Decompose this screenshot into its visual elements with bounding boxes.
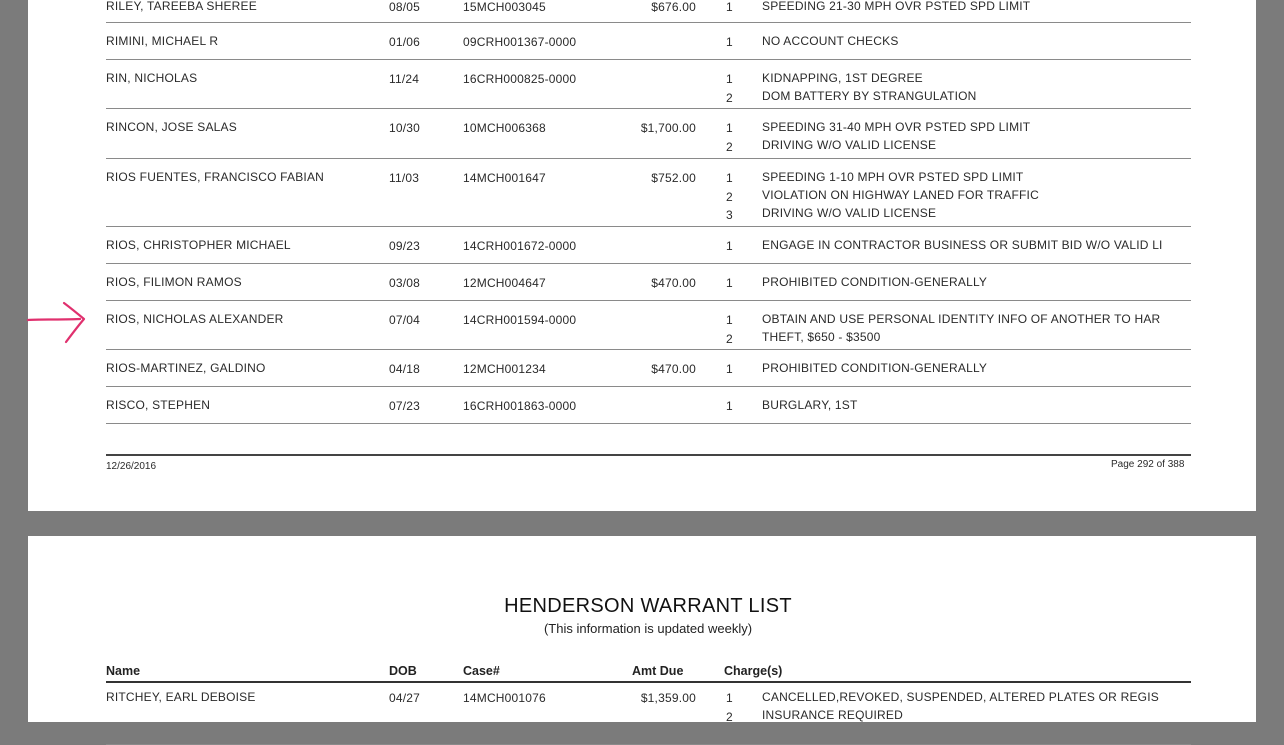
charge-number: 2 <box>726 190 733 204</box>
table-row <box>106 684 1191 745</box>
header-charges: Charge(s) <box>724 664 783 678</box>
warrant-case-number: 14MCH001647 <box>463 171 546 185</box>
header-dob: DOB <box>389 664 417 678</box>
warrant-name: RISCO, STEPHEN <box>106 398 211 412</box>
warrant-name: RIMINI, MICHAEL R <box>106 34 219 48</box>
warrant-dob: 11/03 <box>389 171 420 185</box>
warrant-case-number: 16CRH000825-0000 <box>463 72 577 86</box>
table-row <box>106 387 1191 424</box>
charge-number: 1 <box>726 35 733 49</box>
warrant-dob: 01/06 <box>389 35 421 49</box>
warrant-name: RILEY, TAREEBA SHEREE <box>106 0 257 13</box>
charge-number: 1 <box>726 362 733 376</box>
warrant-dob: 04/18 <box>389 362 421 376</box>
table-row <box>106 23 1191 60</box>
charge-number: 1 <box>726 121 733 135</box>
table-row <box>106 301 1191 350</box>
charge-description: CANCELLED,REVOKED, SUSPENDED, ALTERED PLATES OR REGIS <box>762 690 1159 704</box>
warrant-amount-due: $676.00 <box>651 0 696 14</box>
charge-description: DRIVING W/O VALID LICENSE <box>762 206 937 220</box>
header-name: Name <box>106 664 141 678</box>
table-row <box>106 0 1191 23</box>
footer-date: 12/26/2016 <box>106 461 157 472</box>
warrant-case-number: 15MCH003045 <box>463 0 546 14</box>
table-row <box>106 109 1191 159</box>
footer-divider <box>106 454 1191 456</box>
warrant-dob: 11/24 <box>389 72 420 86</box>
charge-description: PROHIBITED CONDITION-GENERALLY <box>762 361 988 375</box>
charge-number: 2 <box>726 332 733 346</box>
warrant-name: RINCON, JOSE SALAS <box>106 120 237 134</box>
charge-description: OBTAIN AND USE PERSONAL IDENTITY INFO OF ANOTHER TO HAR <box>762 312 1161 326</box>
charge-description: DRIVING W/O VALID LICENSE <box>762 138 937 152</box>
charge-description: BURGLARY, 1ST <box>762 398 858 412</box>
warrant-amount-due: $470.00 <box>651 276 696 290</box>
header-case: Case# <box>463 664 500 678</box>
charge-number: 1 <box>726 276 733 290</box>
warrant-case-number: 10MCH006368 <box>463 121 546 135</box>
charge-number: 2 <box>726 710 733 724</box>
warrant-amount-due: $752.00 <box>651 171 696 185</box>
charge-description: ENGAGE IN CONTRACTOR BUSINESS OR SUBMIT BID W/O VALID LI <box>762 238 1163 252</box>
warrant-dob: 07/04 <box>389 313 421 327</box>
charge-description: DOM BATTERY BY STRANGULATION <box>762 89 977 103</box>
warrant-name: RIOS, NICHOLAS ALEXANDER <box>106 312 284 326</box>
warrant-amount-due: $470.00 <box>651 362 696 376</box>
charge-description: THEFT, $650 - $3500 <box>762 330 881 344</box>
warrant-table <box>106 0 1191 424</box>
table-row <box>106 227 1191 264</box>
charge-number: 1 <box>726 171 733 185</box>
table-row <box>106 350 1191 387</box>
warrant-case-number: 12MCH001234 <box>463 362 546 376</box>
table-row <box>106 159 1191 227</box>
charge-description: SPEEDING 21-30 MPH OVR PSTED SPD LIMIT <box>762 0 1031 13</box>
table-row <box>106 60 1191 109</box>
warrant-case-number: 14CRH001594-0000 <box>463 313 577 327</box>
charge-description: NO ACCOUNT CHECKS <box>762 34 899 48</box>
charge-number: 2 <box>726 140 733 154</box>
charge-description: INSURANCE REQUIRED <box>762 708 903 722</box>
charge-number: 2 <box>726 91 733 105</box>
warrant-case-number: 12MCH004647 <box>463 276 546 290</box>
charge-number: 1 <box>726 313 733 327</box>
warrant-dob: 10/30 <box>389 121 421 135</box>
warrant-name: RIOS, FILIMON RAMOS <box>106 275 242 289</box>
page-subtitle: (This information is updated weekly) <box>543 621 753 636</box>
warrant-amount-due: $1,359.00 <box>640 691 696 705</box>
warrant-dob: 03/08 <box>389 276 421 290</box>
charge-description: VIOLATION ON HIGHWAY LANED FOR TRAFFIC <box>762 188 1039 202</box>
warrant-name: RIN, NICHOLAS <box>106 71 198 85</box>
charge-number: 1 <box>726 239 733 253</box>
document-page <box>28 0 1256 511</box>
warrant-case-number: 14CRH001672-0000 <box>463 239 577 253</box>
charge-number: 1 <box>726 691 733 705</box>
warrant-amount-due: $1,700.00 <box>640 121 696 135</box>
warrant-dob: 09/23 <box>389 239 421 253</box>
warrant-case-number: 14MCH001076 <box>463 691 546 705</box>
warrant-dob: 08/05 <box>389 0 421 14</box>
warrant-name: RIOS, CHRISTOPHER MICHAEL <box>106 238 291 252</box>
warrant-name: RIOS-MARTINEZ, GALDINO <box>106 361 266 375</box>
charge-number: 1 <box>726 72 733 86</box>
charge-number: 1 <box>726 0 733 14</box>
warrant-name: RIOS FUENTES, FRANCISCO FABIAN <box>106 170 325 184</box>
table-row <box>106 264 1191 301</box>
charge-description: SPEEDING 31-40 MPH OVR PSTED SPD LIMIT <box>762 120 1031 134</box>
charge-description: PROHIBITED CONDITION-GENERALLY <box>762 275 988 289</box>
warrant-dob: 04/27 <box>389 691 421 705</box>
warrant-case-number: 16CRH001863-0000 <box>463 399 577 413</box>
page-title: HENDERSON WARRANT LIST <box>504 595 792 617</box>
document-page <box>28 536 1256 722</box>
charge-description: KIDNAPPING, 1ST DEGREE <box>762 71 923 85</box>
warrant-case-number: 09CRH001367-0000 <box>463 35 577 49</box>
charge-number: 3 <box>726 208 733 222</box>
warrant-table <box>106 684 1191 745</box>
footer-page-number: Page 292 of 388 <box>1111 459 1185 470</box>
warrant-dob: 07/23 <box>389 399 421 413</box>
header-amount: Amt Due <box>632 664 684 678</box>
annotation-arrow-icon <box>26 298 90 346</box>
warrant-name: RITCHEY, EARL DEBOISE <box>106 690 256 704</box>
charge-description: SPEEDING 1-10 MPH OVR PSTED SPD LIMIT <box>762 170 1024 184</box>
charge-number: 1 <box>726 399 733 413</box>
header-divider <box>106 681 1191 683</box>
